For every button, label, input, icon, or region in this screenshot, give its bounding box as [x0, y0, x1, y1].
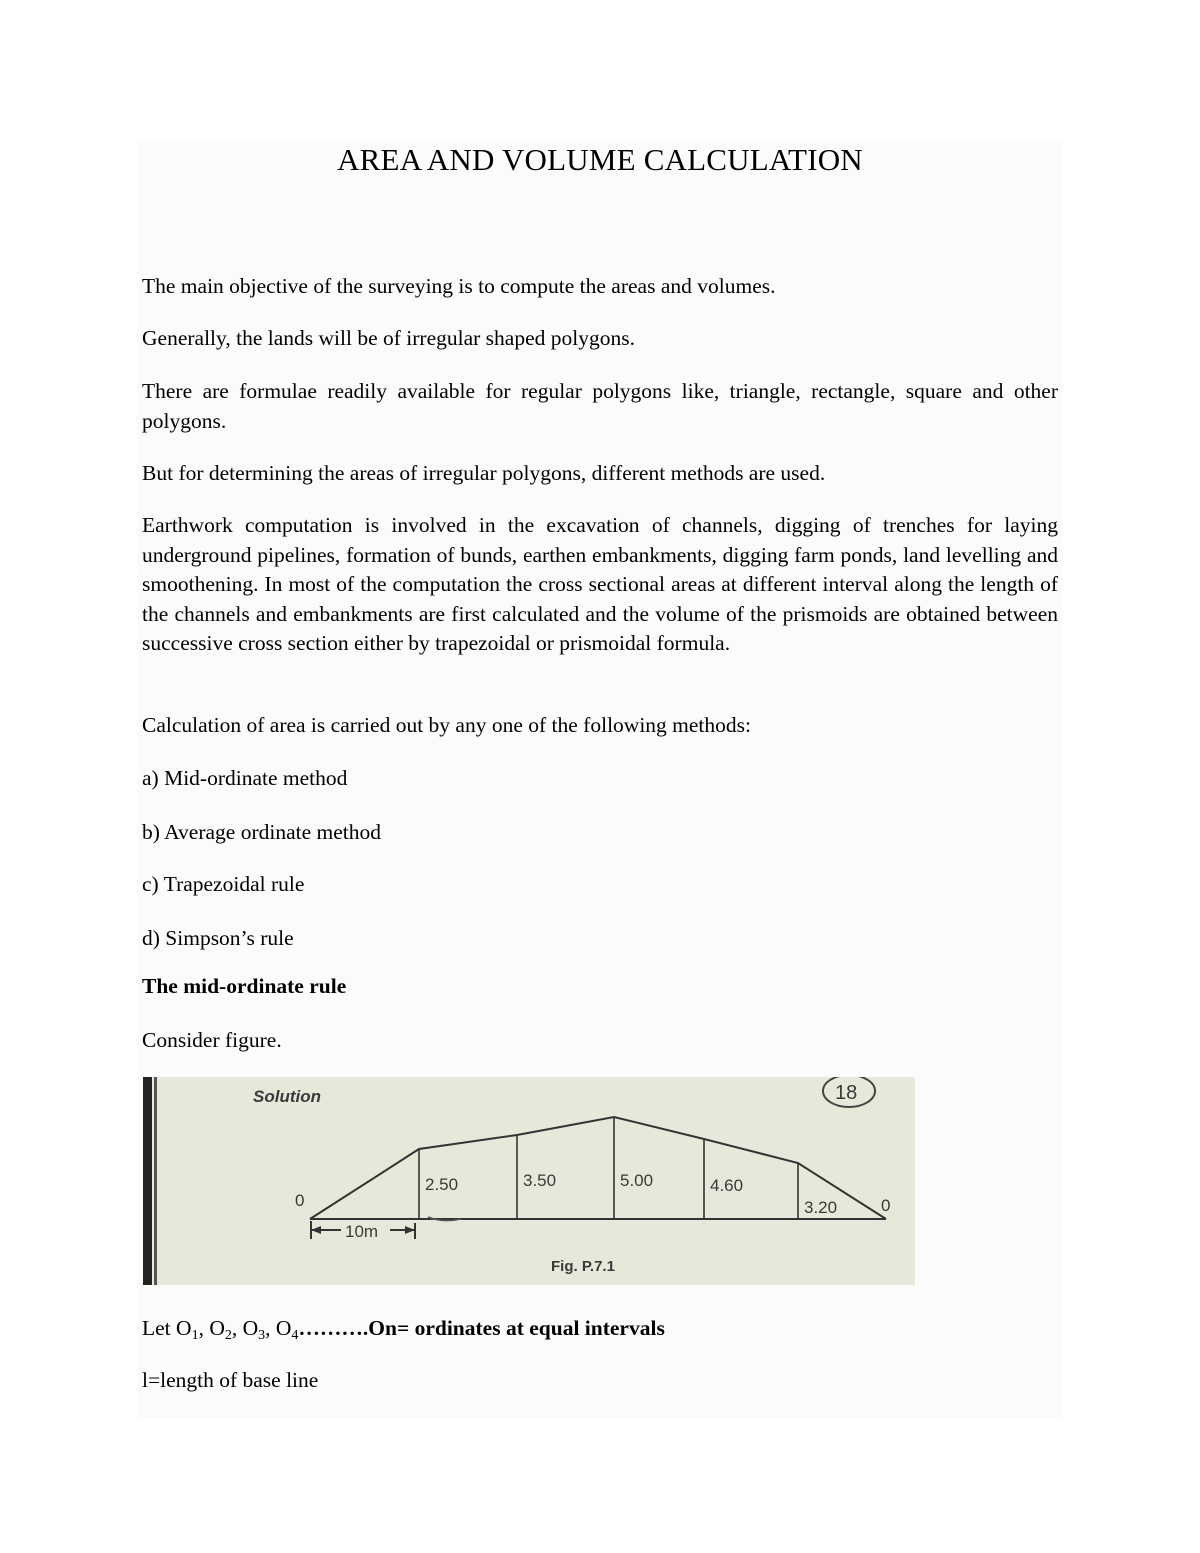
o4-subscript: 4 [291, 1328, 299, 1343]
o1-subscript: 1 [191, 1328, 199, 1343]
method-average-ordinate: b) Average ordinate method [142, 820, 381, 844]
page-number-label: 18 [835, 1082, 858, 1104]
solution-label: Solution [253, 1087, 321, 1106]
ordinate-value-4: 4.60 [710, 1176, 744, 1195]
o2-label: , O [198, 1316, 225, 1340]
o3-subscript: 3 [258, 1328, 266, 1343]
o2-subscript: 2 [224, 1328, 232, 1343]
ordinate-value-3: 5.00 [620, 1171, 654, 1190]
ordinates-definition [142, 1314, 1058, 1351]
ordinate-value-2: 3.50 [523, 1171, 557, 1190]
paragraph-earthwork: Earthwork computation is involved in the excavation of channels, digging of trenches for laying underground pipelines, formation of bunds, earthen embankments, digging farm ponds, land levelling and smoothening. In most of the computation the cross sectional areas at different interval along the length of the channels and embankments are first calculated and the volume of the prismoids are obtained between successive cross section either by trapezoidal or prismoidal formula. [142, 513, 1058, 655]
paragraph-consider-figure: Consider figure. [142, 1028, 282, 1052]
ordinate-value-1: 2.50 [425, 1175, 459, 1194]
base-length-definition: l=length of base line [142, 1368, 319, 1392]
let-prefix: Let O [142, 1316, 192, 1340]
ordinate-value-5: 3.20 [804, 1198, 838, 1217]
method-trapezoidal: c) Trapezoidal rule [142, 872, 305, 896]
o3-label: , O [231, 1316, 259, 1340]
section-outline [310, 1117, 886, 1219]
paragraph-irregular-lands: Generally, the lands will be of irregular shaped polygons. [142, 326, 635, 350]
interval-label: 10m [345, 1222, 379, 1241]
paragraph-objective: The main objective of the surveying is to compute the areas and volumes. [142, 274, 776, 298]
paragraph-methods-used: But for determining the areas of irregular polygons, different methods are used. [142, 461, 826, 485]
method-simpsons: d) Simpson’s rule [142, 926, 294, 950]
scan-edge-line [154, 1077, 157, 1285]
figure-drawing [143, 1077, 915, 1285]
o4-label: , O [265, 1316, 292, 1340]
page-title: AREA AND VOLUME CALCULATION [337, 142, 863, 177]
paragraph-calculation-methods: Calculation of area is carried out by any one of the following methods: [142, 713, 751, 737]
end-zero-label: 0 [881, 1196, 891, 1215]
method-mid-ordinate: a) Mid-ordinate method [142, 766, 348, 790]
dimension-arrow-left [311, 1226, 321, 1234]
scan-edge [143, 1077, 152, 1285]
figure-p71 [143, 1077, 915, 1285]
dimension-arrow-right [405, 1226, 415, 1234]
ordinates-suffix: ……….On= ordinates at equal intervals [298, 1316, 665, 1340]
paragraph-formulae: There are formulae readily available for regular polygons like, triangle, rectangle, square and other polygons. [142, 379, 1058, 433]
figure-caption: Fig. P.7.1 [551, 1258, 615, 1275]
start-zero-label: 0 [295, 1191, 305, 1210]
heading-mid-ordinate-rule: The mid-ordinate rule [142, 974, 347, 998]
